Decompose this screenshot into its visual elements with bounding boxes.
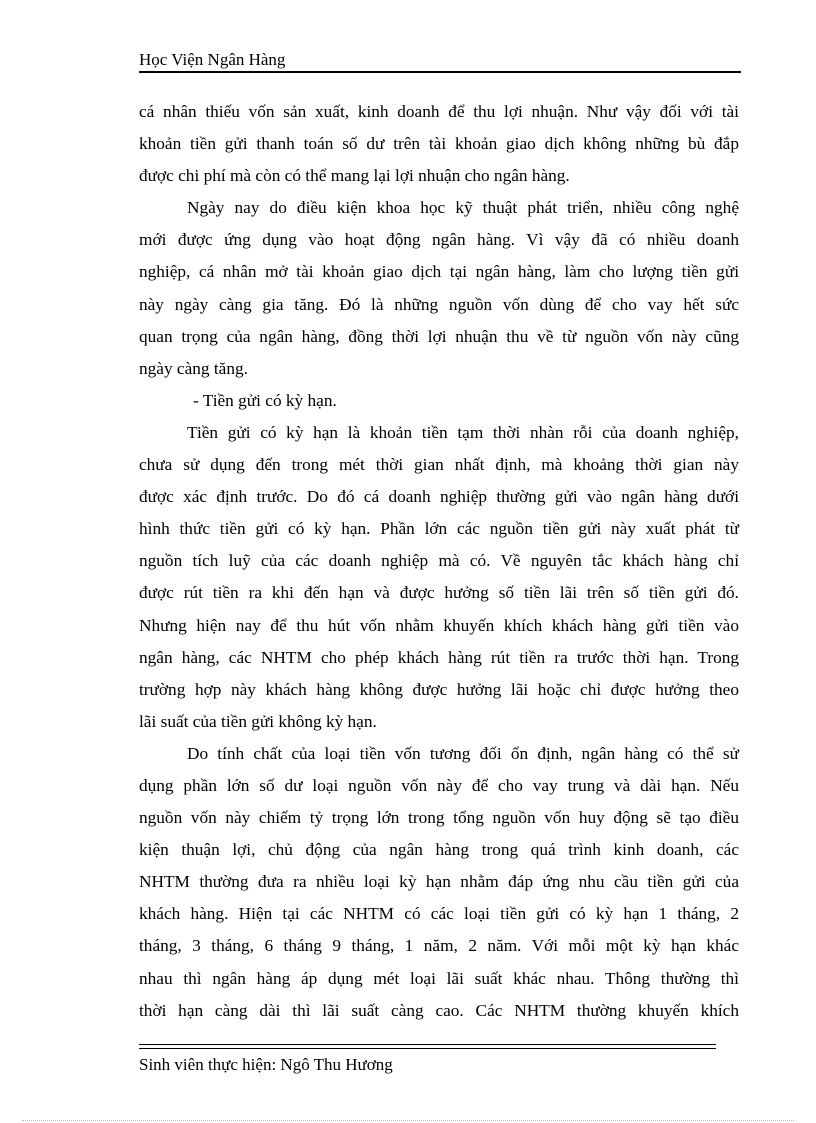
- text-line: Do tính chất của loại tiền vốn tương đối ổn định, ngân hàng có thể sử: [187, 743, 739, 763]
- text-line: cá nhân thiếu vốn sản xuất, kinh doanh để thu lợi nhuận. Như vậy đối với tài: [139, 102, 739, 121]
- text-line: nguồn vốn này chiếm tỷ trọng lớn trong tổng nguồn vốn huy động sẽ tạo điều: [139, 808, 739, 828]
- page-footer-text: Sinh viên thực hiện: Ngô Thu Hương: [139, 1055, 393, 1074]
- text-line: nghiệp, cá nhân mở tài khoản giao dịch tại ngân hàng, làm cho lượng tiền gửi: [139, 262, 739, 282]
- text-line: lãi suất của tiền gửi không kỳ hạn.: [139, 711, 377, 731]
- text-line: được xác định trước. Do đó cá doanh nghiệp thường gửi vào ngân hàng dưới: [139, 487, 739, 507]
- section-heading: - Tiền gửi có kỳ hạn.: [193, 390, 337, 410]
- text-line: Ngày nay do điều kiện khoa học kỹ thuật phát triển, nhiều công nghệ: [187, 198, 739, 218]
- text-line: khoản tiền gửi thanh toán số dư trên tài khoản giao dịch không những bù đắp: [139, 134, 739, 154]
- text-line: tháng, 3 tháng, 6 tháng 9 tháng, 1 năm, 2 năm. Với mỗi một kỳ hạn khác: [139, 936, 739, 956]
- text-line: quan trọng của ngân hàng, đồng thời lợi nhuận thu về từ nguồn vốn này cũng: [139, 326, 739, 346]
- text-line: trường hợp này khách hàng không được hưởng lãi hoặc chỉ được hưởng theo: [139, 679, 739, 699]
- text-line: ngân hàng, các NHTM cho phép khách hàng rút tiền ra trước thời hạn. Trong: [139, 647, 739, 667]
- text-line: nguồn tích luỹ của các doanh nghiệp mà có. Về nguyên tắc khách hàng chỉ: [139, 551, 739, 571]
- text-line: Nhưng hiện nay để thu hút vốn nhằm khuyến khích khách hàng gửi tiền vào: [139, 615, 739, 635]
- text-line: được chi phí mà còn có thể mang lại lợi nhuận cho ngân hàng.: [139, 166, 570, 186]
- text-line: được rút tiền ra khi đến hạn và được hưởng số tiền lãi trên số tiền gửi đó.: [139, 583, 739, 603]
- text-line: khách hàng. Hiện tại các NHTM có các loại tiền gửi có kỳ hạn 1 tháng, 2: [139, 904, 739, 924]
- text-line: nhau thì ngân hàng áp dụng mét loại lãi suất khác nhau. Thông thường thì: [139, 968, 739, 988]
- page-header-title: Học Viện Ngân Hàng: [139, 50, 286, 69]
- body-text: [139, 96, 739, 1027]
- text-line: chưa sử dụng đến trong mét thời gian nhất định, mà khoảng thời gian này: [139, 455, 739, 475]
- text-line: này ngày càng gia tăng. Đó là những nguồn vốn dùng để cho vay hết sức: [139, 294, 739, 314]
- text-line: mới được ứng dụng vào hoạt động ngân hàng. Vì vậy đã có nhiều doanh: [139, 230, 739, 250]
- text-line: dụng phần lớn số dư loại nguồn vốn này để cho vay trung và dài hạn. Nếu: [139, 775, 739, 795]
- text-line: kiện thuận lợi, chủ động của ngân hàng trong quá trình kinh doanh, các: [139, 840, 739, 860]
- header-rule: [139, 71, 741, 73]
- text-line: thời hạn càng dài thì lãi suất càng cao. Các NHTM thường khuyến khích: [139, 1000, 739, 1020]
- page-edge: [22, 1120, 794, 1121]
- text-line: ngày càng tăng.: [139, 358, 248, 378]
- text-line: Tiền gửi có kỳ hạn là khoản tiền tạm thời nhàn rỗi của doanh nghiệp,: [187, 422, 739, 442]
- footer-rule: [139, 1044, 716, 1049]
- text-line: hình thức tiền gửi có kỳ hạn. Phần lớn các nguồn tiền gửi này xuất phát từ: [139, 519, 739, 539]
- text-line: NHTM thường đưa ra nhiều loại kỳ hạn nhằm đáp ứng nhu cầu tiền gửi của: [139, 872, 739, 892]
